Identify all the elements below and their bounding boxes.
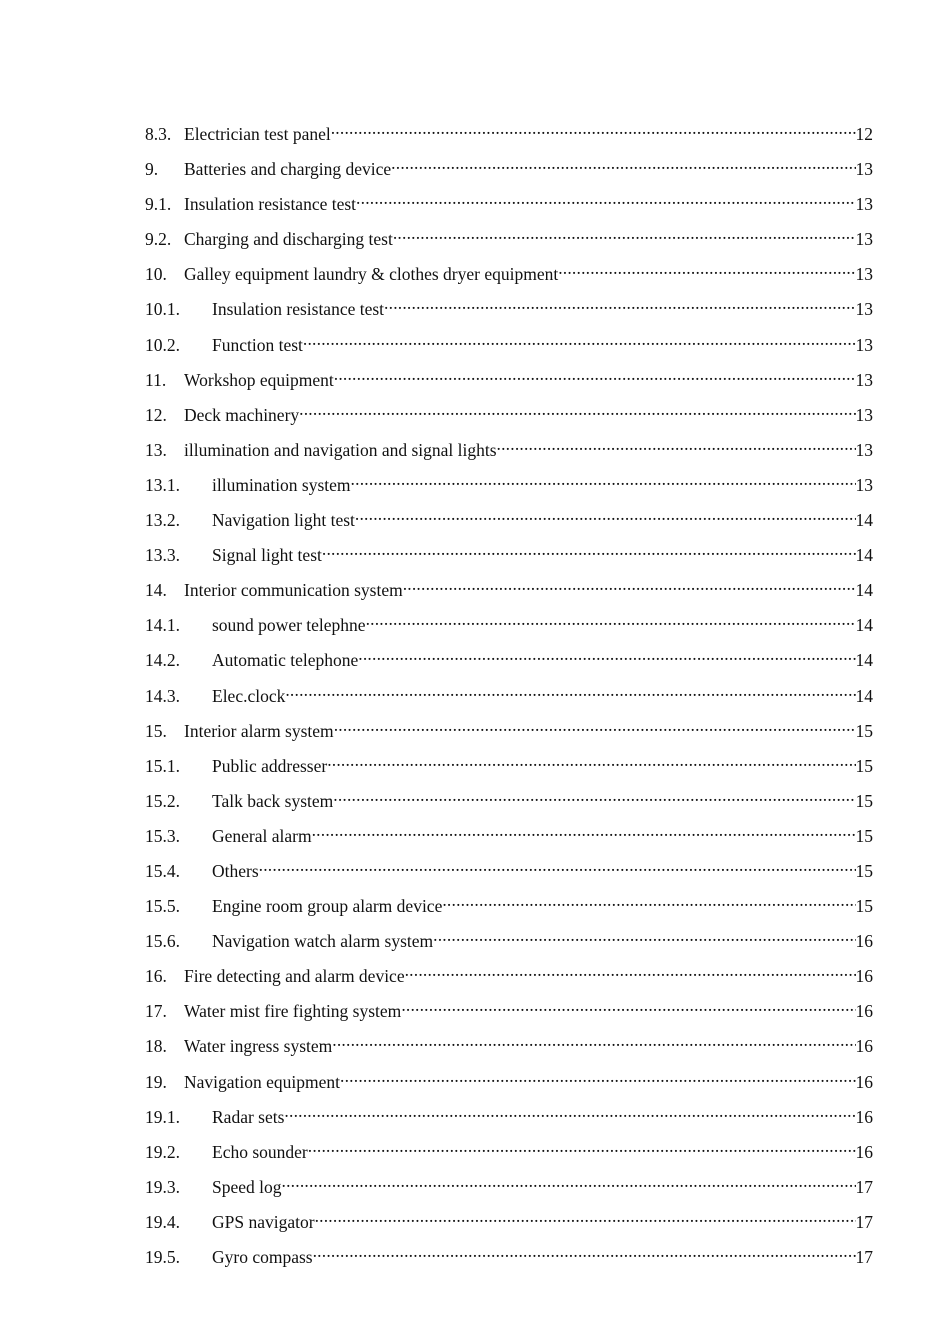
toc-entry-title: Speed log bbox=[212, 1176, 282, 1197]
dot-leader bbox=[259, 859, 856, 877]
toc-entry[interactable] bbox=[145, 1210, 873, 1245]
toc-entry[interactable] bbox=[145, 1140, 873, 1175]
dot-leader bbox=[312, 824, 856, 842]
toc-entry[interactable] bbox=[145, 1175, 873, 1210]
toc-entry[interactable] bbox=[145, 333, 873, 368]
toc-entry-page-number: 13 bbox=[855, 369, 873, 390]
toc-entry[interactable] bbox=[145, 684, 873, 719]
toc-entry-title: Insulation resistance test bbox=[212, 299, 385, 320]
toc-entry-number: 12. bbox=[145, 404, 167, 425]
toc-entry-page-number: 15 bbox=[855, 720, 873, 741]
toc-entry-number: 15.1. bbox=[145, 755, 180, 776]
toc-entry[interactable] bbox=[145, 1034, 873, 1069]
toc-entry-number: 11. bbox=[145, 369, 167, 390]
toc-entry-number: 13.2. bbox=[145, 510, 180, 531]
toc-entry-title: Interior alarm system bbox=[184, 720, 334, 741]
dot-leader bbox=[322, 544, 856, 562]
toc-entry[interactable] bbox=[145, 999, 873, 1034]
toc-entry-page-number: 13 bbox=[855, 334, 873, 355]
toc-entry-title: Echo sounder bbox=[212, 1141, 308, 1162]
toc-entry-number: 15.2. bbox=[145, 790, 180, 811]
toc-entry-page-number: 16 bbox=[855, 1071, 873, 1092]
toc-entry-title: Charging and discharging test bbox=[184, 229, 393, 250]
toc-entry[interactable] bbox=[145, 719, 873, 754]
toc-entry-title: Navigation light test bbox=[212, 510, 355, 531]
toc-entry[interactable] bbox=[145, 894, 873, 929]
toc-entry-number: 15. bbox=[145, 720, 167, 741]
toc-entry[interactable] bbox=[145, 368, 873, 403]
toc-entry-title: Automatic telephone bbox=[212, 650, 359, 671]
toc-entry[interactable] bbox=[145, 227, 873, 262]
toc-entry-title: Interior communication system bbox=[184, 580, 403, 601]
toc-entry[interactable] bbox=[145, 964, 873, 999]
dot-leader bbox=[333, 789, 855, 807]
toc-entry-title: Water ingress system bbox=[184, 1036, 333, 1057]
toc-entry[interactable] bbox=[145, 789, 873, 824]
dot-leader bbox=[433, 930, 855, 948]
toc-entry[interactable] bbox=[145, 438, 873, 473]
dot-leader bbox=[351, 473, 856, 491]
dot-leader bbox=[558, 263, 855, 281]
toc-entry[interactable] bbox=[145, 929, 873, 964]
toc-entry-title: illumination and navigation and signal lights bbox=[184, 439, 497, 460]
dot-leader bbox=[340, 1070, 855, 1088]
dot-leader bbox=[405, 965, 856, 983]
dot-leader bbox=[403, 579, 856, 597]
toc-entry-number: 19.4. bbox=[145, 1211, 180, 1232]
dot-leader bbox=[332, 1035, 855, 1053]
dot-leader bbox=[334, 368, 856, 386]
toc-entry-page-number: 17 bbox=[855, 1247, 873, 1267]
toc-entry-title: Gyro compass bbox=[212, 1247, 313, 1267]
dot-leader bbox=[384, 298, 855, 316]
toc-entry-number: 16. bbox=[145, 966, 167, 987]
toc-entry-number: 13. bbox=[145, 439, 167, 460]
dot-leader bbox=[334, 719, 856, 737]
dot-leader bbox=[308, 1140, 856, 1158]
toc-entry-number: 15.4. bbox=[145, 860, 180, 881]
toc-entry-number: 19.1. bbox=[145, 1106, 180, 1127]
toc-entry[interactable] bbox=[145, 578, 873, 613]
toc-entry-page-number: 14 bbox=[855, 615, 873, 636]
toc-entry-title: Navigation watch alarm system bbox=[212, 931, 434, 952]
toc-entry-page-number: 13 bbox=[855, 264, 873, 285]
toc-entry-page-number: 14 bbox=[855, 545, 873, 566]
toc-entry[interactable] bbox=[145, 613, 873, 648]
toc-entry-title: Talk back system bbox=[212, 790, 334, 811]
toc-entry-title: Water mist fire fighting system bbox=[184, 1001, 402, 1022]
toc-entry-number: 17. bbox=[145, 1001, 167, 1022]
toc-entry[interactable] bbox=[145, 1245, 873, 1280]
toc-entry-page-number: 13 bbox=[855, 159, 873, 180]
toc-entry-page-number: 15 bbox=[855, 860, 873, 881]
toc-entry-title: Insulation resistance test bbox=[184, 194, 357, 215]
toc-entry[interactable] bbox=[145, 543, 873, 578]
toc-entry[interactable] bbox=[145, 508, 873, 543]
toc-entry[interactable] bbox=[145, 824, 873, 859]
toc-entry-title: Galley equipment laundry & clothes dryer equipment bbox=[184, 264, 559, 285]
dot-leader bbox=[442, 895, 855, 913]
toc-entry[interactable] bbox=[145, 403, 873, 438]
dot-leader bbox=[355, 509, 856, 527]
toc-entry[interactable] bbox=[145, 157, 873, 192]
toc-entry-number: 9.1. bbox=[145, 194, 172, 215]
toc-entry-title: Elec.clock bbox=[212, 685, 286, 706]
toc-entry-number: 19. bbox=[145, 1071, 167, 1092]
toc-entry-title: GPS navigator bbox=[212, 1211, 315, 1232]
dot-leader bbox=[358, 649, 855, 667]
toc-entry-page-number: 15 bbox=[855, 825, 873, 846]
toc-entry-number: 13.3. bbox=[145, 545, 180, 566]
toc-entry-page-number: 13 bbox=[855, 194, 873, 215]
toc-entry-page-number: 15 bbox=[855, 790, 873, 811]
toc-entry-title: Radar sets bbox=[212, 1106, 285, 1127]
toc-entry-page-number: 17 bbox=[855, 1176, 873, 1197]
dot-leader bbox=[331, 123, 856, 141]
toc-entry-title: sound power telephne bbox=[212, 615, 366, 636]
toc-entry-number: 10. bbox=[145, 264, 167, 285]
toc-entry-title: Others bbox=[212, 860, 259, 881]
toc-entry-page-number: 14 bbox=[855, 650, 873, 671]
toc-entry-page-number: 13 bbox=[855, 299, 873, 320]
toc-entry-number: 19.2. bbox=[145, 1141, 180, 1162]
toc-entry-title: Deck machinery bbox=[184, 404, 300, 425]
toc-entry-title: Navigation equipment bbox=[184, 1071, 341, 1092]
toc-entry-number: 9. bbox=[145, 159, 159, 180]
toc-entry-page-number: 13 bbox=[855, 404, 873, 425]
toc-entry-number: 19.3. bbox=[145, 1176, 180, 1197]
dot-leader bbox=[356, 193, 855, 211]
dot-leader bbox=[327, 754, 855, 772]
toc-entry-title: Function test bbox=[212, 334, 303, 355]
toc-entry-title: Batteries and charging device bbox=[184, 159, 392, 180]
toc-entry-page-number: 14 bbox=[855, 580, 873, 601]
toc-entry[interactable] bbox=[145, 754, 873, 789]
dot-leader bbox=[313, 1246, 856, 1264]
toc-entry-title: Electrician test panel bbox=[184, 124, 331, 144]
toc-entry-title: Fire detecting and alarm device bbox=[184, 966, 405, 987]
toc-entry-page-number: 13 bbox=[855, 229, 873, 250]
toc-entry-number: 18. bbox=[145, 1036, 167, 1057]
toc-entry-page-number: 13 bbox=[855, 439, 873, 460]
dot-leader bbox=[303, 333, 856, 351]
toc-entry[interactable] bbox=[145, 262, 873, 297]
toc-entry[interactable] bbox=[145, 122, 873, 157]
toc-entry-number: 15.6. bbox=[145, 931, 180, 952]
dot-leader bbox=[401, 1000, 855, 1018]
toc-entry-number: 10.1. bbox=[145, 299, 180, 320]
toc-entry-number: 14. bbox=[145, 580, 167, 601]
toc-entry-page-number: 16 bbox=[855, 1141, 873, 1162]
toc-entry-page-number: 13 bbox=[855, 474, 873, 495]
toc-entry-title: Engine room group alarm device bbox=[212, 896, 443, 917]
dot-leader bbox=[299, 403, 855, 421]
toc-entry-number: 13.1. bbox=[145, 474, 180, 495]
toc-entry-number: 14.2. bbox=[145, 650, 180, 671]
dot-leader bbox=[282, 1175, 856, 1193]
toc-entry-page-number: 14 bbox=[855, 510, 873, 531]
toc-entry-title: illumination system bbox=[212, 474, 351, 495]
toc-entry-page-number: 17 bbox=[855, 1211, 873, 1232]
toc-entry-number: 15.5. bbox=[145, 896, 180, 917]
dot-leader bbox=[391, 158, 855, 176]
toc-entry-page-number: 16 bbox=[855, 1036, 873, 1057]
toc-entry-title: Public addresser bbox=[212, 755, 328, 776]
dot-leader bbox=[285, 684, 855, 702]
dot-leader bbox=[315, 1210, 856, 1228]
toc-entry-page-number: 12 bbox=[855, 124, 873, 144]
toc-entry-title: General alarm bbox=[212, 825, 312, 846]
toc-entry-number: 9.2. bbox=[145, 229, 172, 250]
dot-leader bbox=[497, 438, 856, 456]
dot-leader bbox=[393, 228, 856, 246]
toc-entry-page-number: 15 bbox=[855, 755, 873, 776]
toc-entry[interactable] bbox=[145, 1105, 873, 1140]
toc-entry-page-number: 16 bbox=[855, 966, 873, 987]
toc-entry-number: 14.1. bbox=[145, 615, 180, 636]
toc-entry[interactable] bbox=[145, 297, 873, 332]
toc-entry-page-number: 16 bbox=[855, 1106, 873, 1127]
toc-entry-page-number: 16 bbox=[855, 931, 873, 952]
toc-entry-number: 14.3. bbox=[145, 685, 180, 706]
table-of-contents bbox=[145, 122, 873, 1280]
toc-entry[interactable] bbox=[145, 1070, 873, 1105]
dot-leader bbox=[366, 614, 856, 632]
toc-entry[interactable] bbox=[145, 473, 873, 508]
toc-entry-number: 19.5. bbox=[145, 1247, 180, 1267]
toc-entry-title: Signal light test bbox=[212, 545, 322, 566]
toc-entry-title: Workshop equipment bbox=[184, 369, 334, 390]
toc-entry-page-number: 16 bbox=[855, 1001, 873, 1022]
toc-entry-page-number: 15 bbox=[855, 896, 873, 917]
toc-entry-number: 15.3. bbox=[145, 825, 180, 846]
toc-entry[interactable] bbox=[145, 192, 873, 227]
toc-entry-number: 8.3. bbox=[145, 124, 172, 144]
toc-entry[interactable] bbox=[145, 859, 873, 894]
dot-leader bbox=[284, 1105, 855, 1123]
toc-entry[interactable] bbox=[145, 648, 873, 683]
toc-entry-number: 10.2. bbox=[145, 334, 180, 355]
toc-entry-page-number: 14 bbox=[855, 685, 873, 706]
